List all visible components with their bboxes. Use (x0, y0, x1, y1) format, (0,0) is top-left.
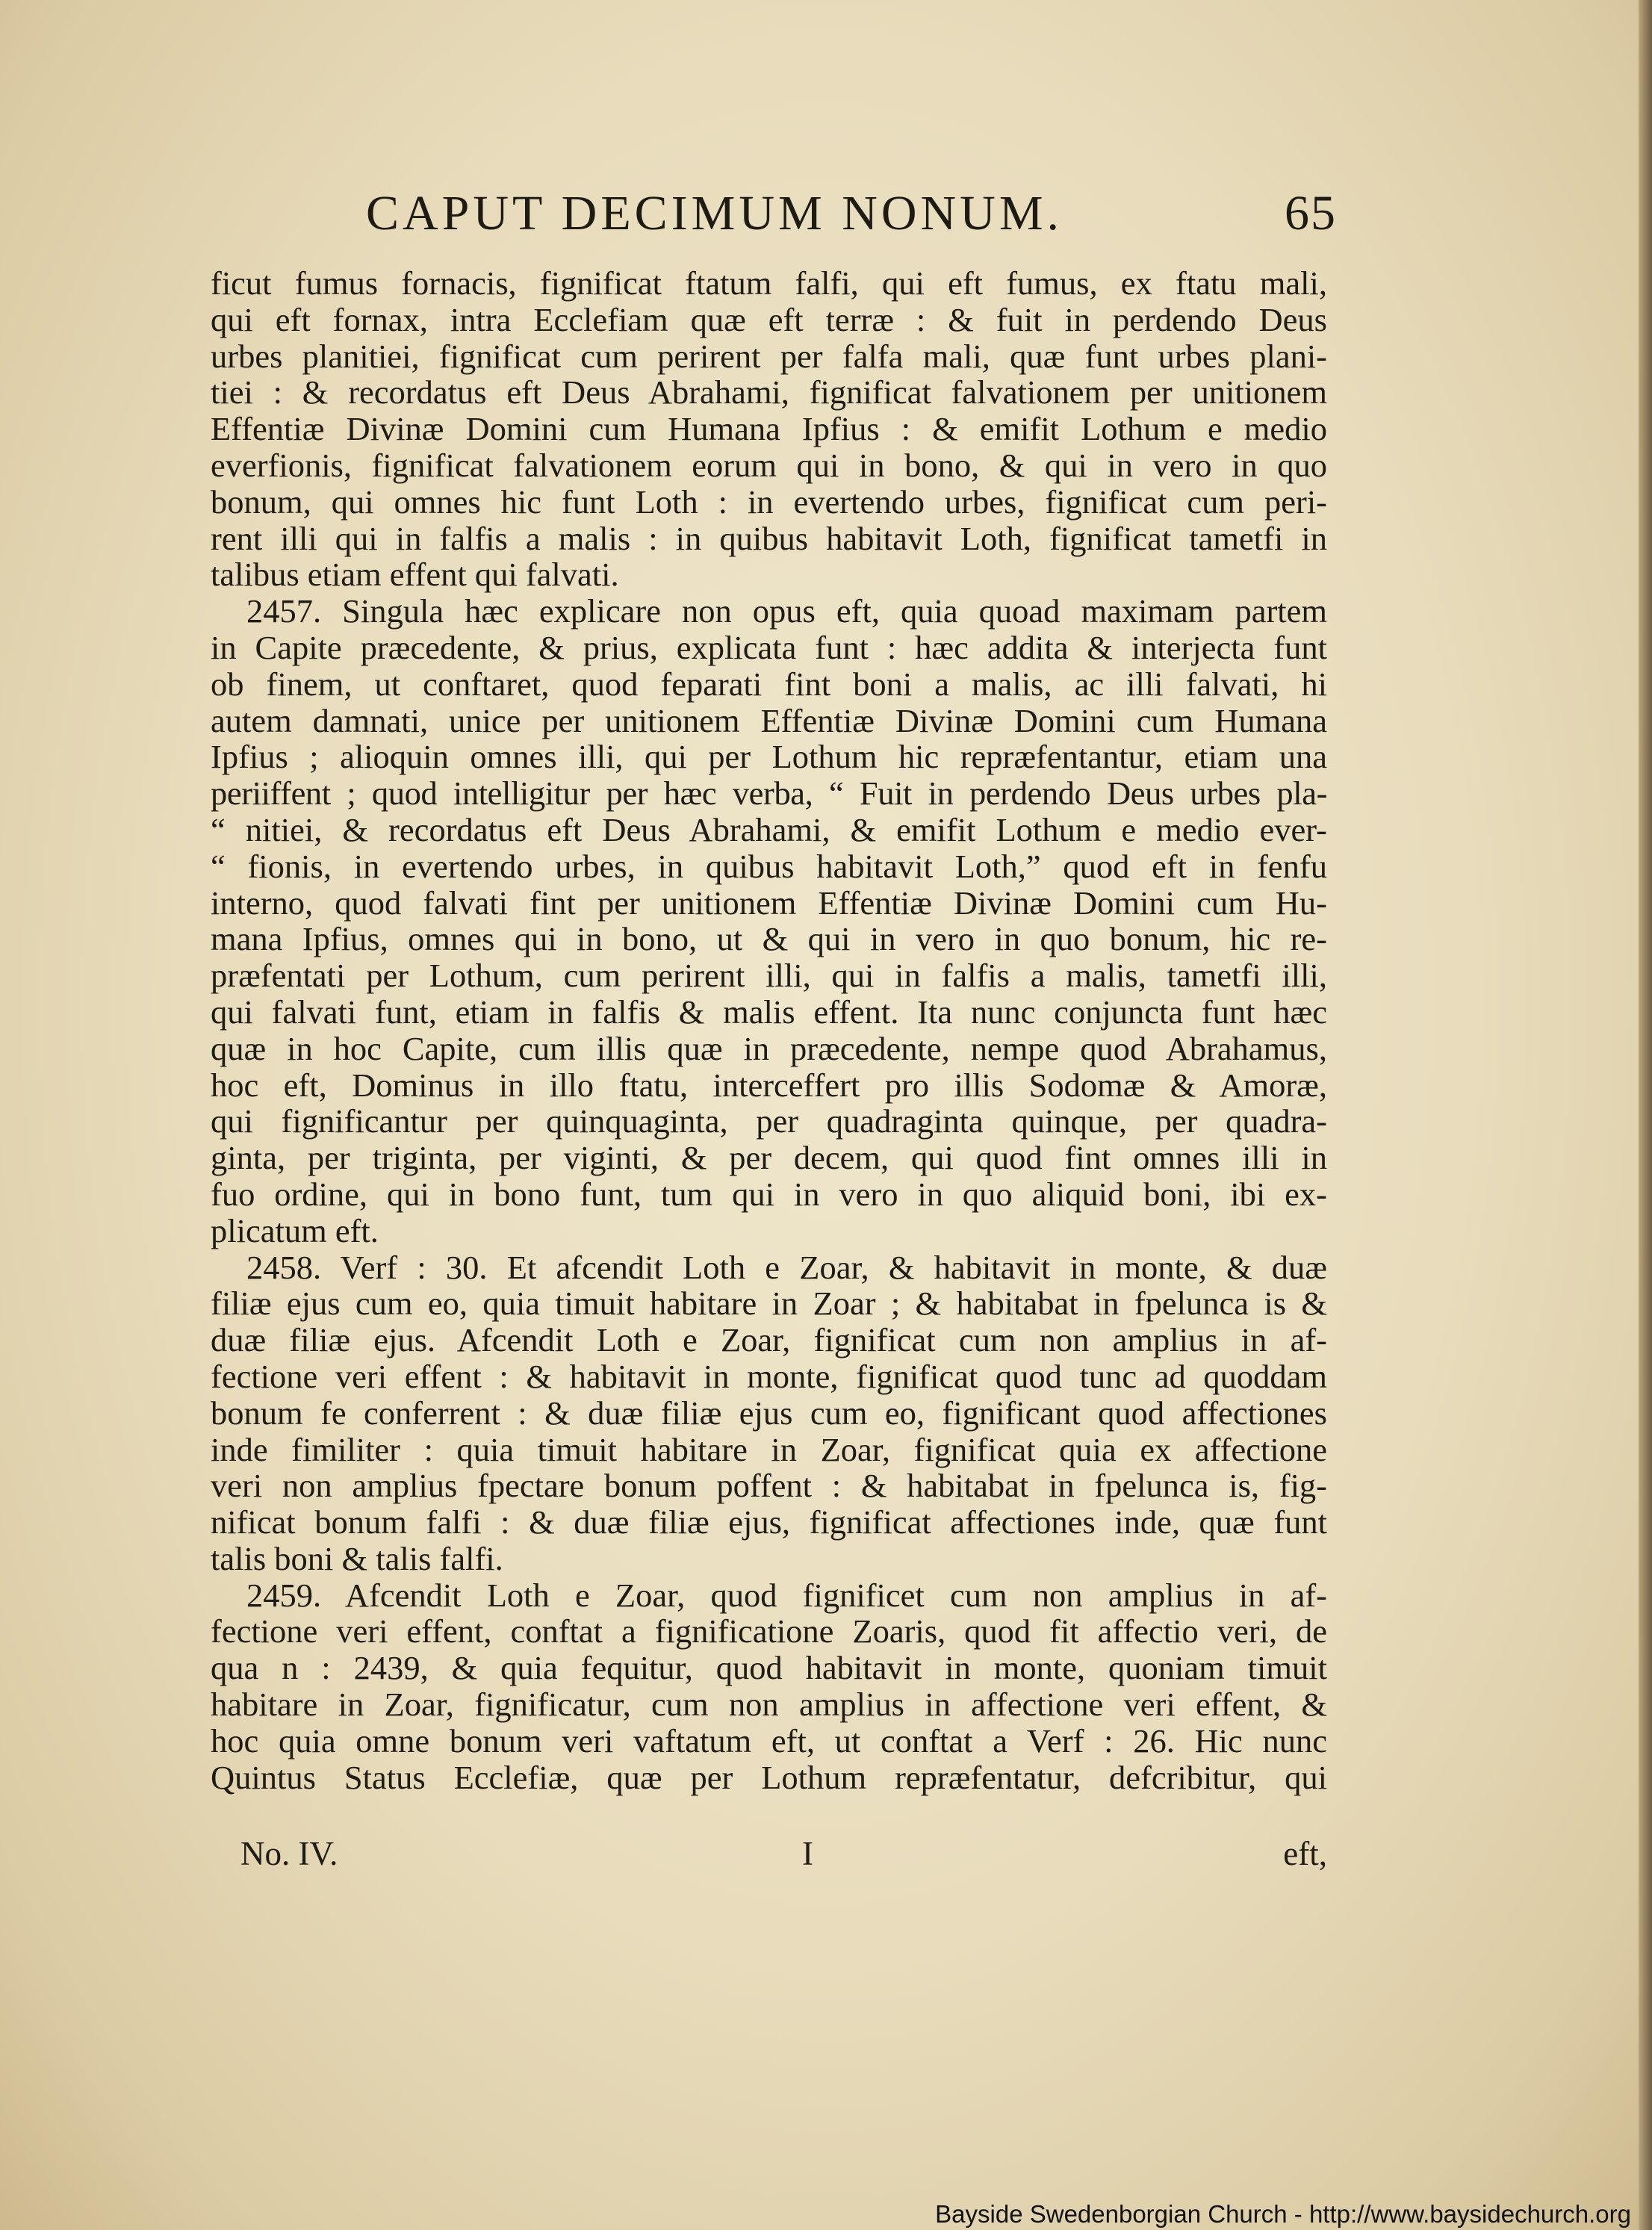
text-line: nificat bonum falfi : & duæ filiæ ejus, fignificat affectiones inde, quæ funt (211, 1503, 1327, 1541)
text-line: fectione veri effent : & habitavit in monte, fignificat quod tunc ad quoddam (211, 1357, 1327, 1395)
text-line: bonum, qui omnes hic funt Loth : in evertendo urbes, fignificat cum peri- (211, 482, 1327, 521)
text-line: qui falvati funt, etiam in falfis & malis effent. Ita nunc conjuncta funt hæc (211, 993, 1327, 1031)
text-line: inde fimiliter : quia timuit habitare in Zoar, fignificat quia ex affectione (211, 1430, 1327, 1468)
paragraph-2458-start: 2458. Verf : 30. Et afcendit Loth e Zoar, & habitavit in monte, & duæ (246, 1248, 1327, 1286)
text-line: mana Ipfius, omnes qui in bono, ut & qui in vero in quo bonum, hic re- (211, 920, 1327, 958)
text-line: rent illi qui in falfis a malis : in quibus habitavit Loth, fignificat tametfi in (211, 519, 1327, 557)
text-line: ficut fumus fornacis, fignificat ftatum falfi, qui eft fumus, ex ftatu mali, (211, 264, 1327, 302)
text-line: bonum fe conferrent : & duæ filiæ ejus cum eo, fignificant quod affectiones (211, 1394, 1327, 1432)
text-line: ginta, per triginta, per viginti, & per decem, qui quod fint omnes illi in (211, 1139, 1327, 1177)
page-footer (240, 1834, 1327, 1879)
text-line: hoc eft, Dominus in illo ftatu, interceffert pro illis Sodomæ & Amoræ, (211, 1066, 1327, 1104)
text-line: urbes planitiei, fignificat cum perirent per falfa mali, quæ funt urbes plani- (211, 337, 1327, 375)
text-line: periiffent ; quod intelligitur per hæc verba, “ Fuit in perdendo Deus urbes pla- (211, 774, 1327, 813)
paragraph-2459-start: 2459. Afcendit Loth e Zoar, quod fignificet cum non amplius in af- (246, 1576, 1327, 1614)
signature-letter: I (802, 1835, 813, 1872)
text-line: in Capite præcedente, & prius, explicata funt : hæc addita & interjecta funt (211, 628, 1327, 666)
text-line: everfionis, fignificat falvationem eorum qui in bono, & qui in vero in quo (211, 446, 1327, 484)
text-line: habitare in Zoar, fignificatur, cum non amplius in affectione veri effent, & (211, 1686, 1327, 1724)
watermark-credit: Bayside Swedenborgian Church - http://www.baysidechurch.org (935, 2200, 1631, 2228)
text-line: Effentiæ Divinæ Domini cum Humana Ipfius : & emifit Lothum e medio (211, 410, 1327, 448)
text-line: “ nitiei, & recordatus eft Deus Abrahami, & emifit Lothum e medio ever- (211, 810, 1327, 848)
text-line: quæ in hoc Capite, cum illis quæ in præcedente, nempe quod Abrahamus, (211, 1029, 1327, 1067)
text-line: tiei : & recordatus eft Deus Abrahami, fignificat falvationem per unitionem (211, 373, 1327, 411)
body-text (211, 265, 1327, 1795)
text-line: fectione veri effent, conftat a fignificatione Zoaris, quod fit affectio veri, de (211, 1612, 1327, 1650)
text-line: autem damnati, unice per unitionem Effentiæ Divinæ Domini cum Humana (211, 701, 1327, 739)
chapter-title: CAPUT DECIMUM NONUM. (366, 186, 1063, 240)
signature-mark: No. IV. (240, 1835, 338, 1872)
text-line: fuo ordine, qui in bono funt, tum qui in vero in quo aliquid boni, ibi ex- (211, 1175, 1327, 1213)
text-line: præfentati per Lothum, cum perirent illi, qui in falfis a malis, tametfi illi, (211, 957, 1327, 995)
text-line: veri non amplius fpectare bonum poffent : & habitabat in fpelunca is, fig- (211, 1467, 1327, 1505)
page-number: 65 (1285, 186, 1337, 240)
catchword: eft, (1283, 1835, 1327, 1872)
text-line: hoc quia omne bonum veri vaftatum eft, ut conftat a Verf : 26. Hic nunc (211, 1721, 1327, 1760)
page-edge-shadow (1639, 0, 1652, 2230)
text-line: talis boni & talis falfi. (211, 1539, 503, 1577)
text-line: plicatum eft. (211, 1211, 379, 1249)
text-line: Ipfius ; alioquin omnes illi, qui per Lothum hic repræfentantur, etiam una (211, 738, 1327, 776)
text-line: qua n : 2439, & quia fequitur, quod habitavit in monte, quoniam timuit (211, 1649, 1327, 1687)
text-line: “ fionis, in evertendo urbes, in quibus habitavit Loth,” quod eft in fenfu (211, 847, 1327, 885)
text-line: interno, quod falvati fint per unitionem Effentiæ Divinæ Domini cum Hu- (211, 883, 1327, 922)
text-line: filiæ ejus cum eo, quia timuit habitare in Zoar ; & habitabat in fpelunca is & (211, 1285, 1327, 1323)
text-line: duæ filiæ ejus. Afcendit Loth e Zoar, fignificat cum non amplius in af- (211, 1321, 1327, 1359)
paragraph-2457-start: 2457. Singula hæc explicare non opus eft, quia quoad maximam partem (246, 592, 1327, 630)
text-line: Quintus Status Ecclefiæ, quæ per Lothum repræfentatur, defcribitur, qui (211, 1758, 1327, 1796)
running-head (366, 185, 1337, 245)
text-line: qui eft fornax, intra Ecclefiam quæ eft terræ : & fuit in perdendo Deus (211, 300, 1327, 338)
text-line: talibus etiam effent qui falvati. (211, 556, 619, 594)
text-line: qui fignificantur per quinquaginta, per quadraginta quinque, per quadra- (211, 1102, 1327, 1140)
text-line: ob finem, ut conftaret, quod feparati fint boni a malis, ac illi falvati, hi (211, 665, 1327, 703)
